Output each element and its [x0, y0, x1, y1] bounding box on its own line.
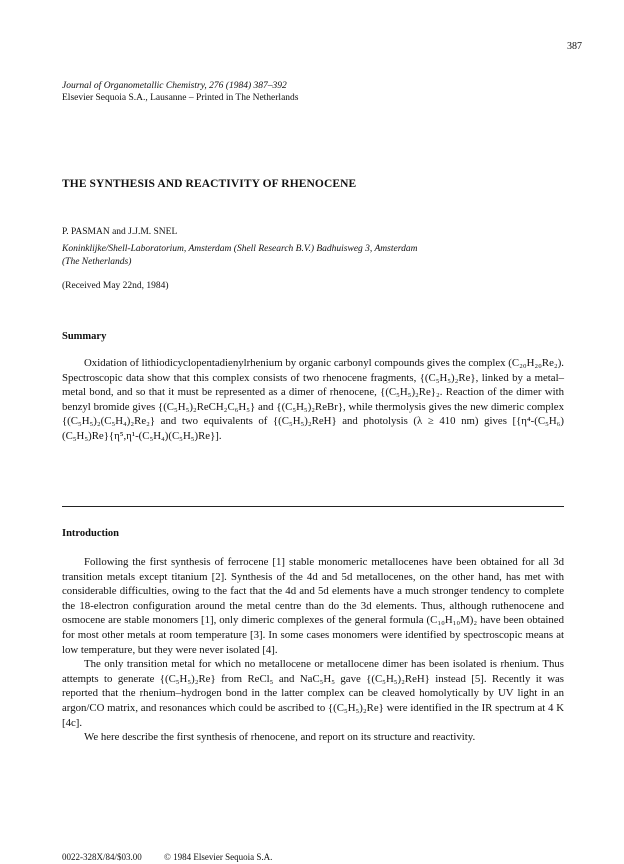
journal-header — [62, 80, 298, 104]
introduction-heading: Introduction — [62, 528, 119, 539]
summary-paragraph: Oxidation of lithiodicyclopentadienylrhenium by organic carbonyl compounds gives the complex (C₂₀H₂₀Re₂). Spectroscopic data show that this complex consists of two rhenocene fragments, {(C₅H₅)₂Re}, linked by a metal–metal bond, and so that it must be represented as a dimer of rhenocene, {(C₅H₅)₂Re}₂. Reaction of the dimer with benzyl bromide gives {(C₅H₅)₂ReCH₂C₆H₅} and {(C₅H₅)₂ReBr}, while thermolysis gives the new dimeric complex {(C₅H₅)₂(C₅H₄)₂Re₂} and two equivalents of {(C₅H₅)₂ReH} and photolysis (λ ≥ 410 nm) gives [{η⁴-(C₅H₆)(C₅H₅)Re}{η⁵,η¹-(C₅H₄)(C₅H₅)Re}]. — [62, 357, 564, 442]
affiliation — [62, 243, 562, 269]
copyright: © 1984 Elsevier Sequoia S.A. — [164, 852, 273, 862]
page-number: 387 — [567, 41, 582, 52]
issn-price: 0022-328X/84/$03.00 — [62, 852, 142, 862]
affiliation-line-2: (The Netherlands) — [62, 257, 132, 267]
footer — [62, 852, 292, 862]
affiliation-line-1: Koninklijke/Shell-Laboratorium, Amsterdam (Shell Research B.V.) Badhuisweg 3, Amsterdam — [62, 244, 418, 254]
publisher-line: Elsevier Sequoia S.A., Lausanne – Printed in The Netherlands — [62, 93, 299, 103]
intro-paragraph-2: The only transition metal for which no metallocene or metallocene dimer has been isolated is rhenium. Thus attempts to generate {(C₅H₅)₂Re} from ReCl₅ and NaC₅H₅ gave {(C₅H₅)₂ReH} instead [5]. Recently it was reported that the rhenium–hydrogen bond in the latter complex can be cleaved homolytically by UV light in an argon/CO matrix, and resonances which could be ascribed to {(C₅H₅)₂Re} were identified in the IR spectrum at 4 K [4c]. — [62, 658, 564, 729]
summary-heading: Summary — [62, 331, 107, 342]
authors: P. PASMAN and J.J.M. SNEL — [62, 227, 178, 237]
introduction-text — [62, 555, 564, 745]
article-title: THE SYNTHESIS AND REACTIVITY OF RHENOCENE — [62, 178, 357, 190]
intro-paragraph-3: We here describe the first synthesis of rhenocene, and report on its structure and reactivity. — [84, 731, 476, 744]
journal-citation: Journal of Organometallic Chemistry, 276 (1984) 387–392 — [62, 81, 287, 91]
intro-paragraph-1: Following the first synthesis of ferrocene [1] stable monomeric metallocenes have been obtained for all 3d transition metals except titanium [2]. Synthesis of the 4d and 5d metallocenes, on the other hand, has met with considerable difficulties, owing to the fact that the 4d and 5d elements have a much stronger tendency to complete the 18-electron configuration around the metal centre than do the 3d elements. Thus, although ruthenocene and osmocene are stable monomers [1], only dimeric complexes of the general formula (C₁₀H₁₀M)₂ have been obtained for most other metals at room temperature [3]. In some cases monomers were identified by spectroscopic means at low temperature, but they were never isolated [4]. — [62, 556, 564, 656]
summary-text — [62, 356, 564, 444]
received-date: (Received May 22nd, 1984) — [62, 281, 169, 291]
section-divider — [62, 506, 564, 507]
